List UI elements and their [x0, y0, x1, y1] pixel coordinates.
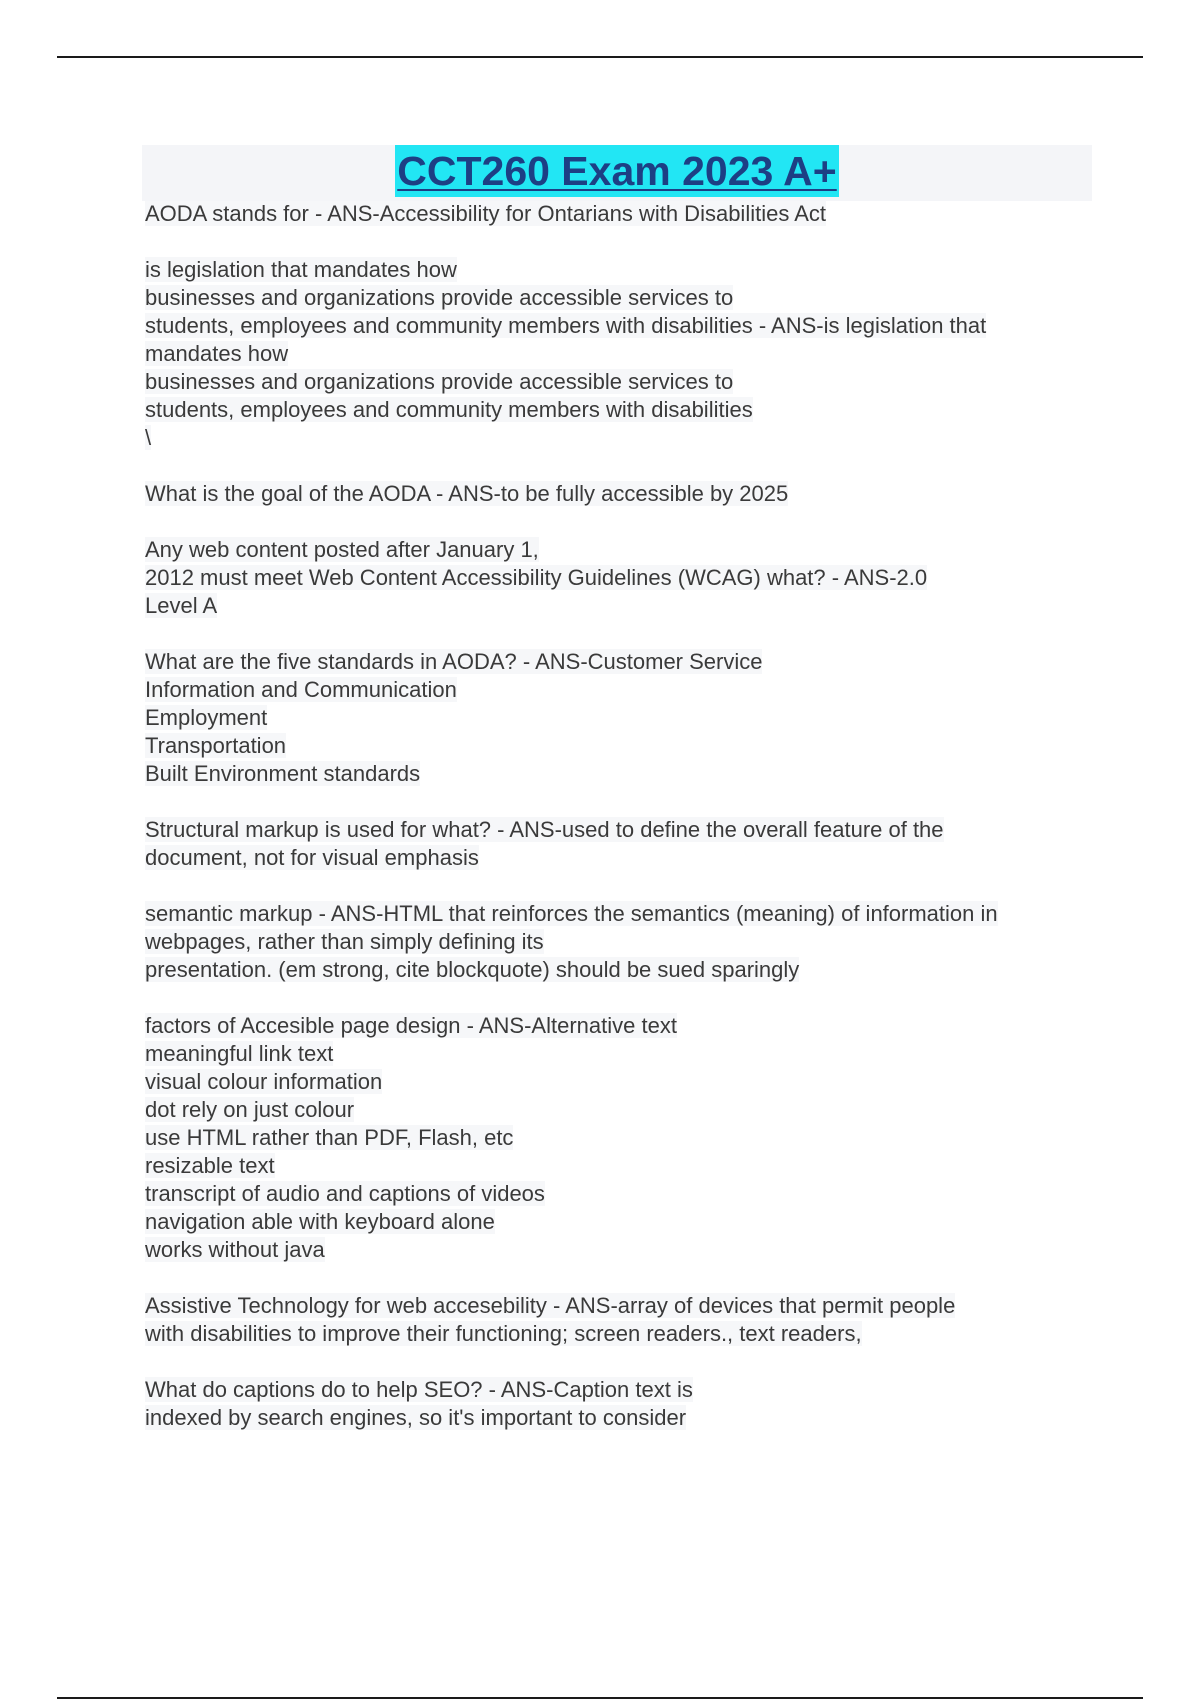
qa-line	[145, 1404, 1095, 1432]
qa-line	[145, 1068, 1095, 1096]
qa-line-text: transcript of audio and captions of videos	[145, 1181, 545, 1206]
qa-line	[145, 424, 1095, 452]
qa-line	[145, 732, 1095, 760]
qa-line-text: presentation. (em strong, cite blockquote) should be sued sparingly	[145, 957, 800, 982]
qa-line-text: students, employees and community members with disabilities	[145, 397, 753, 422]
qa-line-text: Information and Communication	[145, 677, 457, 702]
qa-line-text: indexed by search engines, so it's important to consider	[145, 1405, 687, 1430]
qa-line	[145, 312, 1095, 340]
qa-line	[145, 648, 1095, 676]
qa-line-text: Level A	[145, 593, 218, 618]
qa-entry	[145, 648, 1095, 788]
qa-line	[145, 536, 1095, 564]
qa-line	[145, 928, 1095, 956]
page-title: CCT260 Exam 2023 A+	[395, 145, 839, 197]
qa-line-text: semantic markup - ANS-HTML that reinforces the semantics (meaning) of information in	[145, 901, 998, 926]
qa-line	[145, 1208, 1095, 1236]
qa-line	[145, 704, 1095, 732]
qa-line-text: What do captions do to help SEO? - ANS-Caption text is	[145, 1377, 693, 1402]
qa-line	[145, 676, 1095, 704]
top-rule	[57, 56, 1143, 58]
qa-line-text: document, not for visual emphasis	[145, 845, 479, 870]
qa-line	[145, 1292, 1095, 1320]
qa-line-text: What is the goal of the AODA - ANS-to be fully accessible by 2025	[145, 481, 789, 506]
qa-line	[145, 480, 1095, 508]
qa-line	[145, 900, 1095, 928]
qa-entry	[145, 536, 1095, 620]
qa-line-text: AODA stands for - ANS-Accessibility for Ontarians with Disabilities Act	[145, 201, 827, 226]
title-band	[142, 145, 1092, 201]
qa-line	[145, 592, 1095, 620]
qa-line	[145, 1040, 1095, 1068]
qa-line	[145, 1124, 1095, 1152]
qa-entry	[145, 900, 1095, 984]
qa-line	[145, 1152, 1095, 1180]
qa-line-text: \	[145, 425, 152, 450]
qa-line	[145, 564, 1095, 592]
qa-line-text: Any web content posted after January 1,	[145, 537, 539, 562]
qa-entry	[145, 1012, 1095, 1264]
qa-line-text: with disabilities to improve their functioning; screen readers., text readers,	[145, 1321, 862, 1346]
qa-line	[145, 256, 1095, 284]
qa-line	[145, 1012, 1095, 1040]
qa-line	[145, 396, 1095, 424]
qa-line-text: Transportation	[145, 733, 287, 758]
document-body	[145, 200, 1095, 1460]
qa-entry	[145, 480, 1095, 508]
qa-line-text: resizable text	[145, 1153, 275, 1178]
qa-line	[145, 1376, 1095, 1404]
qa-line-text: meaningful link text	[145, 1041, 334, 1066]
qa-entry	[145, 1292, 1095, 1348]
qa-line-text: students, employees and community members with disabilities - ANS-is legislation that	[145, 313, 987, 338]
qa-line-text: businesses and organizations provide accessible services to	[145, 285, 734, 310]
qa-line-text: is legislation that mandates how	[145, 257, 457, 282]
qa-line	[145, 368, 1095, 396]
qa-entry	[145, 1376, 1095, 1432]
qa-line-text: What are the five standards in AODA? - ANS-Customer Service	[145, 649, 763, 674]
qa-line-text: Structural markup is used for what? - ANS-used to define the overall feature of the	[145, 817, 944, 842]
qa-line-text: businesses and organizations provide accessible services to	[145, 369, 734, 394]
qa-line-text: mandates how	[145, 341, 289, 366]
qa-line	[145, 200, 1095, 228]
qa-entry	[145, 200, 1095, 228]
qa-line	[145, 1320, 1095, 1348]
qa-line	[145, 956, 1095, 984]
qa-line-text: 2012 must meet Web Content Accessibility Guidelines (WCAG) what? - ANS-2.0	[145, 565, 928, 590]
qa-line	[145, 816, 1095, 844]
qa-line-text: factors of Accesible page design - ANS-Alternative text	[145, 1013, 677, 1038]
qa-line-text: dot rely on just colour	[145, 1097, 355, 1122]
qa-line	[145, 340, 1095, 368]
qa-entry	[145, 816, 1095, 872]
qa-line-text: visual colour information	[145, 1069, 383, 1094]
qa-line-text: Assistive Technology for web accesebility - ANS-array of devices that permit people	[145, 1293, 956, 1318]
qa-line-text: Built Environment standards	[145, 761, 421, 786]
qa-line-text: navigation able with keyboard alone	[145, 1209, 495, 1234]
qa-line-text: use HTML rather than PDF, Flash, etc	[145, 1125, 514, 1150]
qa-line-text: Employment	[145, 705, 268, 730]
qa-line	[145, 284, 1095, 312]
qa-line-text: webpages, rather than simply defining its	[145, 929, 544, 954]
bottom-rule	[57, 1697, 1143, 1699]
qa-entry	[145, 256, 1095, 452]
qa-line	[145, 1180, 1095, 1208]
qa-line	[145, 844, 1095, 872]
qa-line	[145, 1236, 1095, 1264]
qa-line-text: works without java	[145, 1237, 325, 1262]
qa-line	[145, 1096, 1095, 1124]
qa-line	[145, 760, 1095, 788]
